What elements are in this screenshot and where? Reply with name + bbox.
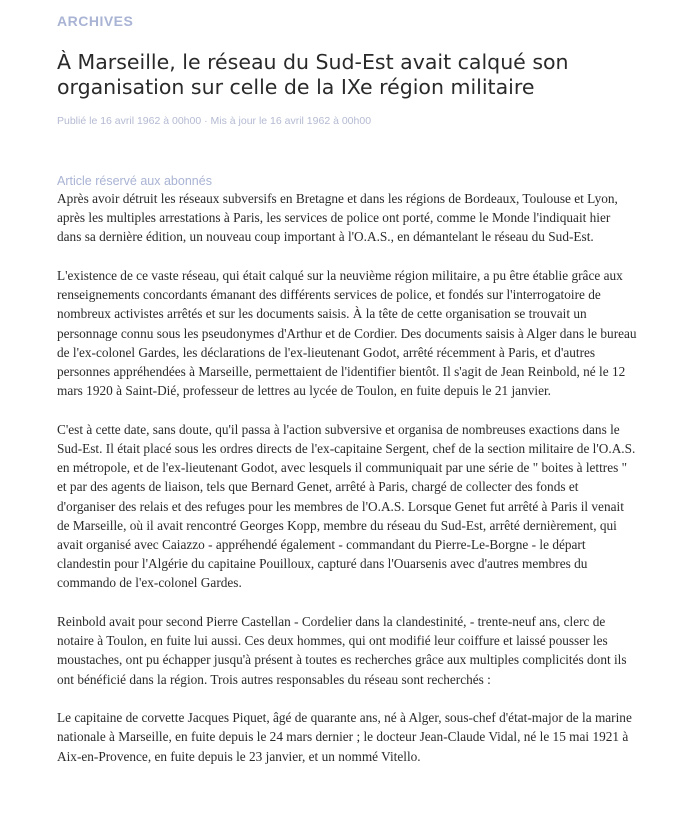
subscriber-notice: Article réservé aux abonnés bbox=[57, 174, 212, 188]
section-kicker[interactable]: ARCHIVES bbox=[57, 13, 134, 29]
article-title: À Marseille, le réseau du Sud-Est avait calqué son organisation sur celle de la IXe région militaire bbox=[57, 50, 569, 99]
publication-meta: Publié le 16 avril 1962 à 00h00 · Mis à jour le 16 avril 1962 à 00h00 bbox=[57, 115, 372, 127]
paragraph: L'existence de ce vaste réseau, qui était calqué sur la neuvième région militaire, a pu être établie grâce aux renseignements concordants émanant des différents services de police, et fondés sur l'interrogatoire de nombreux activistes arrêtés et sur les documents saisis. À la tête de cette organisation se trouvait un personnage connu sous les pseudonymes d'Arthur et de Cordier. Des documents saisis à Alger dans le bureau de l'ex-colonel Gardes, les déclarations de l'ex-lieutenant Godot, arrêté récemment à Paris, et d'autres personnes appréhendées à Marseille, permettaient de l'identifier bientôt. Il s'agit de Jean Reinbold, né le 12 mars 1920 à Saint-Dié, professeur de lettres au lycée de Toulon, en fuite depuis le 21 janvier. bbox=[57, 268, 637, 399]
paragraph: Reinbold avait pour second Pierre Castellan - Cordelier dans la clandestinité, - trente-neuf ans, clerc de notaire à Toulon, en fuite lui aussi. Ces deux hommes, qui ont modifié leur coiffure et laissé pousser les moustaches, ont pu échapper jusqu'à présent à toutes es recherches grâce aux multiples complicités dont ils ont bénéficié dans la région. Trois autres responsables du réseau sont recherchés : bbox=[57, 614, 627, 687]
paragraph: C'est à cette date, sans doute, qu'il passa à l'action subversive et organisa de nombreuses exactions dans le Sud-Est. Il était placé sous les ordres directs de l'ex-capitaine Sergent, chef de la section militaire de l'O.A.S. en métropole, et de l'ex-lieutenant Godot, avec lesquels il communiquait par une série de " boites à lettres " et par des agents de liaison, tels que Bernard Genet, arrêté à Paris, chargé de collecter des fonds et d'organiser des relais et des refuges pour les membres de l'O.A.S. Lorsque Genet fut arrêté à Paris il venait de Marseille, où il avait rencontré Georges Kopp, membre du réseau du Sud-Est, arrêté dernièrement, qui avait organisé avec Caiazzo - appréhendé également - commandant du Pierre-Le-Borgne - le départ clandestin pour l'Algérie du capitaine Pouilloux, capturé dans l'Ouarsenis avec d'autres membres du commando de l'ex-colonel Gardes. bbox=[57, 421, 636, 591]
article-body bbox=[57, 189, 637, 785]
paragraph: Après avoir détruit les réseaux subversifs en Bretagne et dans les régions de Bordeaux, Toulouse et Lyon, après les multiples arrestations à Paris, les services de police ont porté, comme le Monde l'indiquait hier dans sa dernière édition, un nouveau coup important à l'O.A.S., en démantelant le réseau du Sud-Est. bbox=[57, 191, 618, 245]
paragraph: Le capitaine de corvette Jacques Piquet, âgé de quarante ans, né à Alger, sous-chef d'état-major de la marine nationale à Marseille, en fuite depuis le 24 mars dernier ; le docteur Jean-Claude Vidal, né le 15 mai 1921 à Aix-en-Provence, en fuite depuis le 23 janvier, et un nommé Vitello. bbox=[57, 710, 632, 764]
